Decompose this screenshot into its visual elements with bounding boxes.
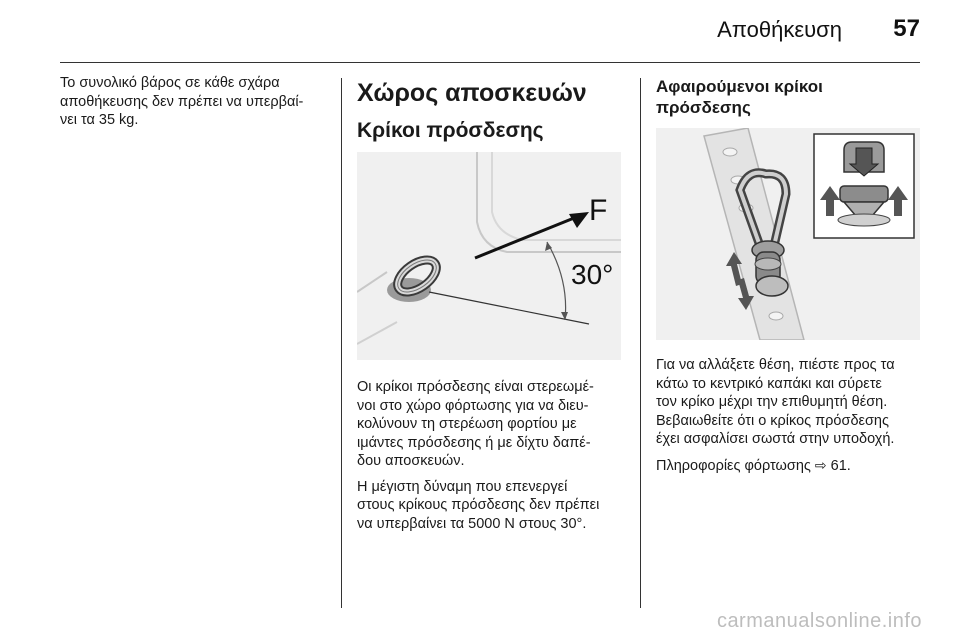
middle-column-text (357, 378, 635, 533)
text-line: κολύνουν τη στερέωση φορτίου με (357, 416, 577, 432)
lashing-eye-figure (357, 152, 621, 360)
weight-limit-paragraph (60, 74, 330, 130)
removable-eyes-heading (656, 76, 926, 118)
text-line: να υπερβαίνει τα 5000 N στους 30°. (357, 515, 587, 532)
right-column (656, 74, 926, 118)
header-rule (60, 62, 920, 63)
right-column-text (656, 356, 936, 475)
text-line: ιμάντες πρόσδεσης ή με δίχτυ δαπέ- (357, 434, 591, 451)
column-divider-2 (640, 78, 641, 608)
left-column (60, 74, 330, 130)
text-line: Οι κρίκοι πρόσδεσης είναι στερεωμέ- (357, 379, 594, 395)
lashing-eye-description (357, 378, 635, 471)
section-heading: Χώρος αποσκευών (357, 79, 587, 107)
text-line: Το συνολικό βάρος σε κάθε σχάρα (60, 75, 280, 91)
reference-page: 61. (830, 457, 851, 474)
lashing-ring-icon (392, 254, 442, 299)
text-line: Η μέγιστη δύναμη που επενεργεί (357, 478, 568, 495)
text-line: νει τα 35 kg. (60, 112, 139, 128)
reposition-instructions (656, 356, 936, 449)
max-force-paragraph (357, 478, 635, 534)
column-divider-1 (341, 78, 342, 608)
page-number: 57 (893, 15, 920, 42)
text-line: αποθήκευσης δεν πρέπει να υπερβαί- (60, 93, 304, 110)
heading-line: Αφαιρούμενοι κρίκοι (656, 77, 823, 96)
text-line: στους κρίκους πρόσδεσης δεν πρέπει (357, 497, 600, 513)
text-line: τον κρίκο μέχρι την επιθυμητή θέση. (656, 394, 888, 410)
subsection-heading: Κρίκοι πρόσδεσης (357, 119, 544, 142)
text-line: Βεβαιωθείτε ότι ο κρίκος πρόσδεσης (656, 412, 889, 429)
text-line: έχει ασφαλίσει σωστά στην υποδοχή. (656, 431, 895, 447)
angle-label: 30° (571, 259, 614, 290)
heading-line: πρόσδεσης (656, 98, 751, 117)
loading-info-reference[interactable] (656, 456, 936, 476)
text-line: δου αποσκευών. (357, 453, 465, 469)
page-header (0, 0, 960, 62)
text-line: κάτω το κεντρικό καπάκι και σύρετε (656, 375, 882, 392)
watermark: carmanualsonline.info (716, 610, 922, 632)
section-title: Αποθήκευση (717, 17, 842, 42)
removable-eye-illustration (656, 128, 920, 340)
reference-text: Πληροφορίες φόρτωσης (656, 457, 811, 474)
text-line: Για να αλλάξετε θέση, πιέστε προς τα (656, 357, 895, 373)
lashing-eye-illustration (357, 152, 621, 360)
force-label: F (589, 194, 608, 227)
removable-eye-figure (656, 128, 920, 340)
middle-column (357, 74, 627, 144)
text-line: νοι στο χώρο φόρτωσης για να διευ- (357, 397, 589, 414)
reference-arrow-icon: ⇨ (814, 456, 827, 473)
